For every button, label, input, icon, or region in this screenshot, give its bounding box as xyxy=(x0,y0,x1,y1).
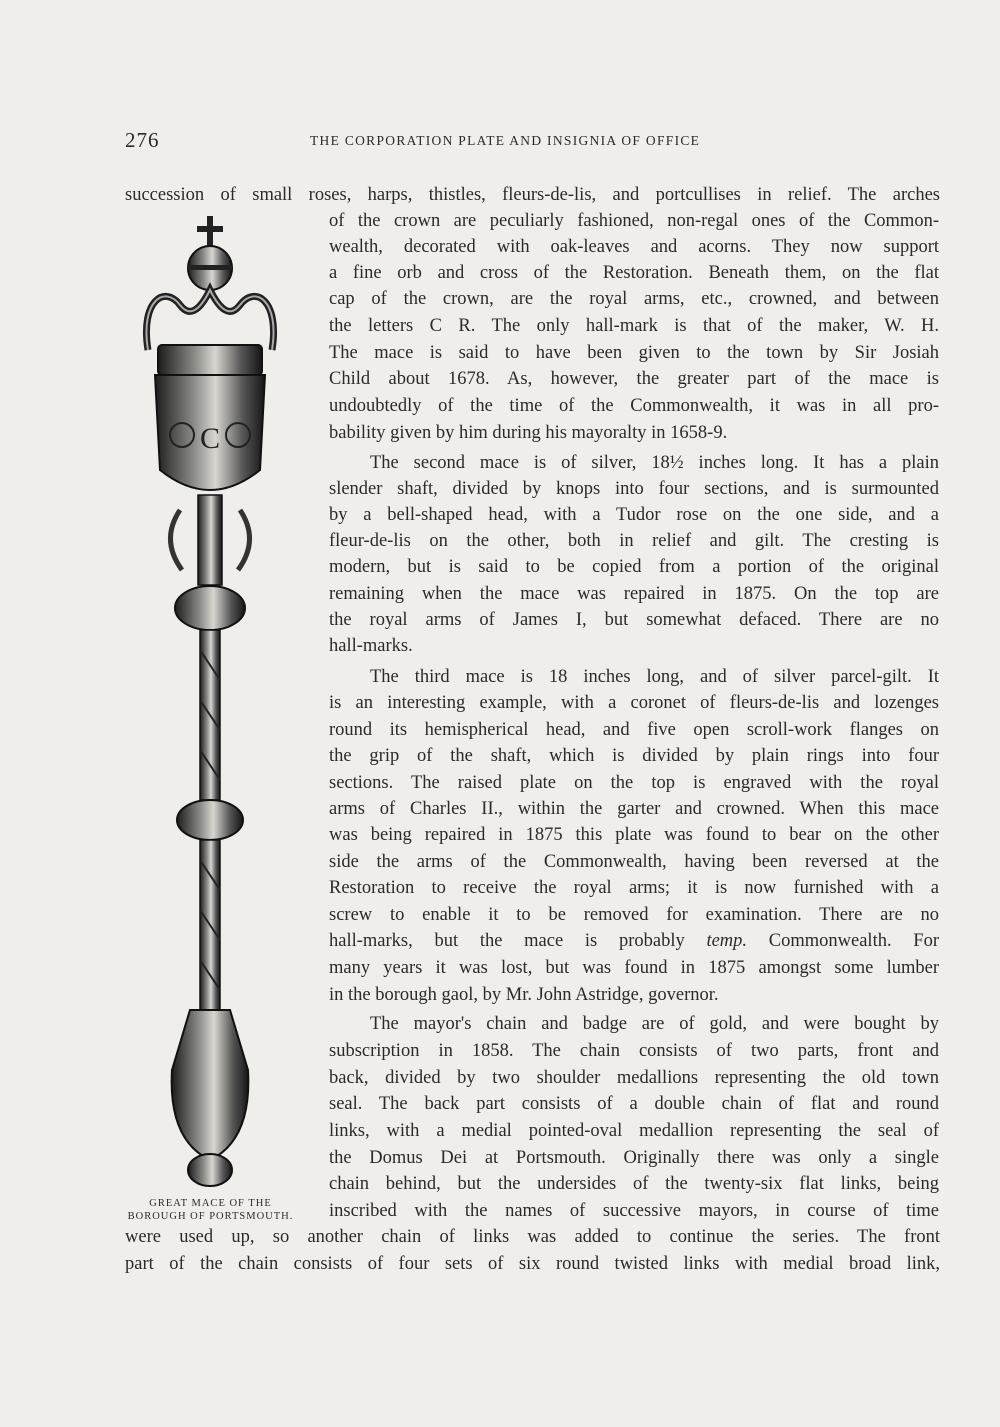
italic-word: temp. xyxy=(706,931,748,951)
running-head: THE CORPORATION PLATE AND INSIGNIA OF OFFICE xyxy=(310,133,701,148)
text-line: screw to enable it to be removed for examination. There are no xyxy=(329,905,939,925)
text-line: in the borough gaol, by Mr. John Astridge, governor. xyxy=(329,985,719,1005)
text-line: the letters C R. The only hall-mark is that of the maker, W. H. xyxy=(329,316,939,336)
mace-illustration xyxy=(120,210,300,1195)
text-line: the royal arms of James I, but somewhat defaced. There are no xyxy=(329,610,939,630)
text-line: cap of the crown, are the royal arms, etc., crowned, and between xyxy=(329,289,939,309)
text-line: was being repaired in 1875 this plate was found to bear on the other xyxy=(329,825,939,845)
text-line: links, with a medial pointed-oval medallion representing the seal of xyxy=(329,1121,939,1141)
text-run: Commonwealth. For xyxy=(768,931,940,951)
text-line: seal. The back part consists of a double chain of flat and round xyxy=(329,1094,939,1114)
text-line: part of the chain consists of four sets of six round twisted links with medial broad link, xyxy=(125,1254,940,1274)
text-line: many years it was lost, but was found in 1875 amongst some lumber xyxy=(329,958,939,978)
text-line: The second mace is of silver, 18½ inches long. It has a plain xyxy=(370,453,939,473)
text-line: by a bell-shaped head, with a Tudor rose on the one side, and a xyxy=(329,505,939,525)
text-line: the Domus Dei at Portsmouth. Originally there was only a single xyxy=(329,1148,939,1168)
text-line: were used up, so another chain of links was added to continue the series. The front xyxy=(125,1227,940,1247)
text-line: is an interesting example, with a coronet of fleurs-de-lis and lozenges xyxy=(329,693,939,713)
text-line: slender shaft, divided by knops into four sections, and is surmounted xyxy=(329,479,939,499)
text-line: subscription in 1858. The chain consists of two parts, front and xyxy=(329,1041,939,1061)
text-line: round its hemispherical head, and five open scroll-work flanges on xyxy=(329,720,939,740)
text-line: succession of small roses, harps, thistles, fleurs-de-lis, and portcullises in relief. The arches xyxy=(125,185,940,205)
text-run: hall-marks, but the mace is probably xyxy=(329,931,685,951)
text-line: the grip of the shaft, which is divided by plain rings into four xyxy=(329,746,939,766)
text-line: The mayor's chain and badge are of gold, and were bought by xyxy=(370,1014,939,1034)
text-line: remaining when the mace was repaired in 1875. On the top are xyxy=(329,584,939,604)
text-line: bability given by him during his mayoralty in 1658-9. xyxy=(329,423,728,443)
text-line: arms of Charles II., within the garter and crowned. When this mace xyxy=(329,799,939,819)
text-line: The third mace is 18 inches long, and of silver parcel-gilt. It xyxy=(370,667,939,687)
text-line: of the crown are peculiarly fashioned, non-regal ones of the Common- xyxy=(329,211,939,231)
caption-line: GREAT MACE OF THE xyxy=(149,1198,272,1209)
text-line: back, divided by two shoulder medallions representing the old town xyxy=(329,1068,939,1088)
text-line: The mace is said to have been given to the town by Sir Josiah xyxy=(329,343,939,363)
text-line: chain behind, but the undersides of the twenty-six flat links, being xyxy=(329,1174,939,1194)
text-line xyxy=(329,928,939,954)
text-line: modern, but is said to be copied from a portion of the original xyxy=(329,557,939,577)
text-line: Restoration to receive the royal arms; it is now furnished with a xyxy=(329,878,939,898)
text-line: a fine orb and cross of the Restoration. Beneath them, on the flat xyxy=(329,263,939,283)
cross-icon xyxy=(197,216,223,248)
text-line: side the arms of the Commonwealth, having been reversed at the xyxy=(329,852,939,872)
figure-caption xyxy=(118,1197,303,1223)
svg-text:C: C xyxy=(199,422,221,455)
text-line: hall-marks. xyxy=(329,636,413,656)
text-line: undoubtedly of the time of the Commonwealth, it was in all pro- xyxy=(329,396,939,416)
text-line: Child about 1678. As, however, the greater part of the mace is xyxy=(329,369,939,389)
caption-line: BOROUGH OF PORTSMOUTH. xyxy=(127,1211,294,1222)
text-line: sections. The raised plate on the top is engraved with the royal xyxy=(329,773,939,793)
text-line: fleur-de-lis on the other, both in relief and gilt. The cresting is xyxy=(329,531,939,551)
text-line: inscribed with the names of successive mayors, in course of time xyxy=(329,1201,939,1221)
text-line: wealth, decorated with oak-leaves and acorns. They now support xyxy=(329,237,939,257)
page-number: 276 xyxy=(125,128,160,152)
